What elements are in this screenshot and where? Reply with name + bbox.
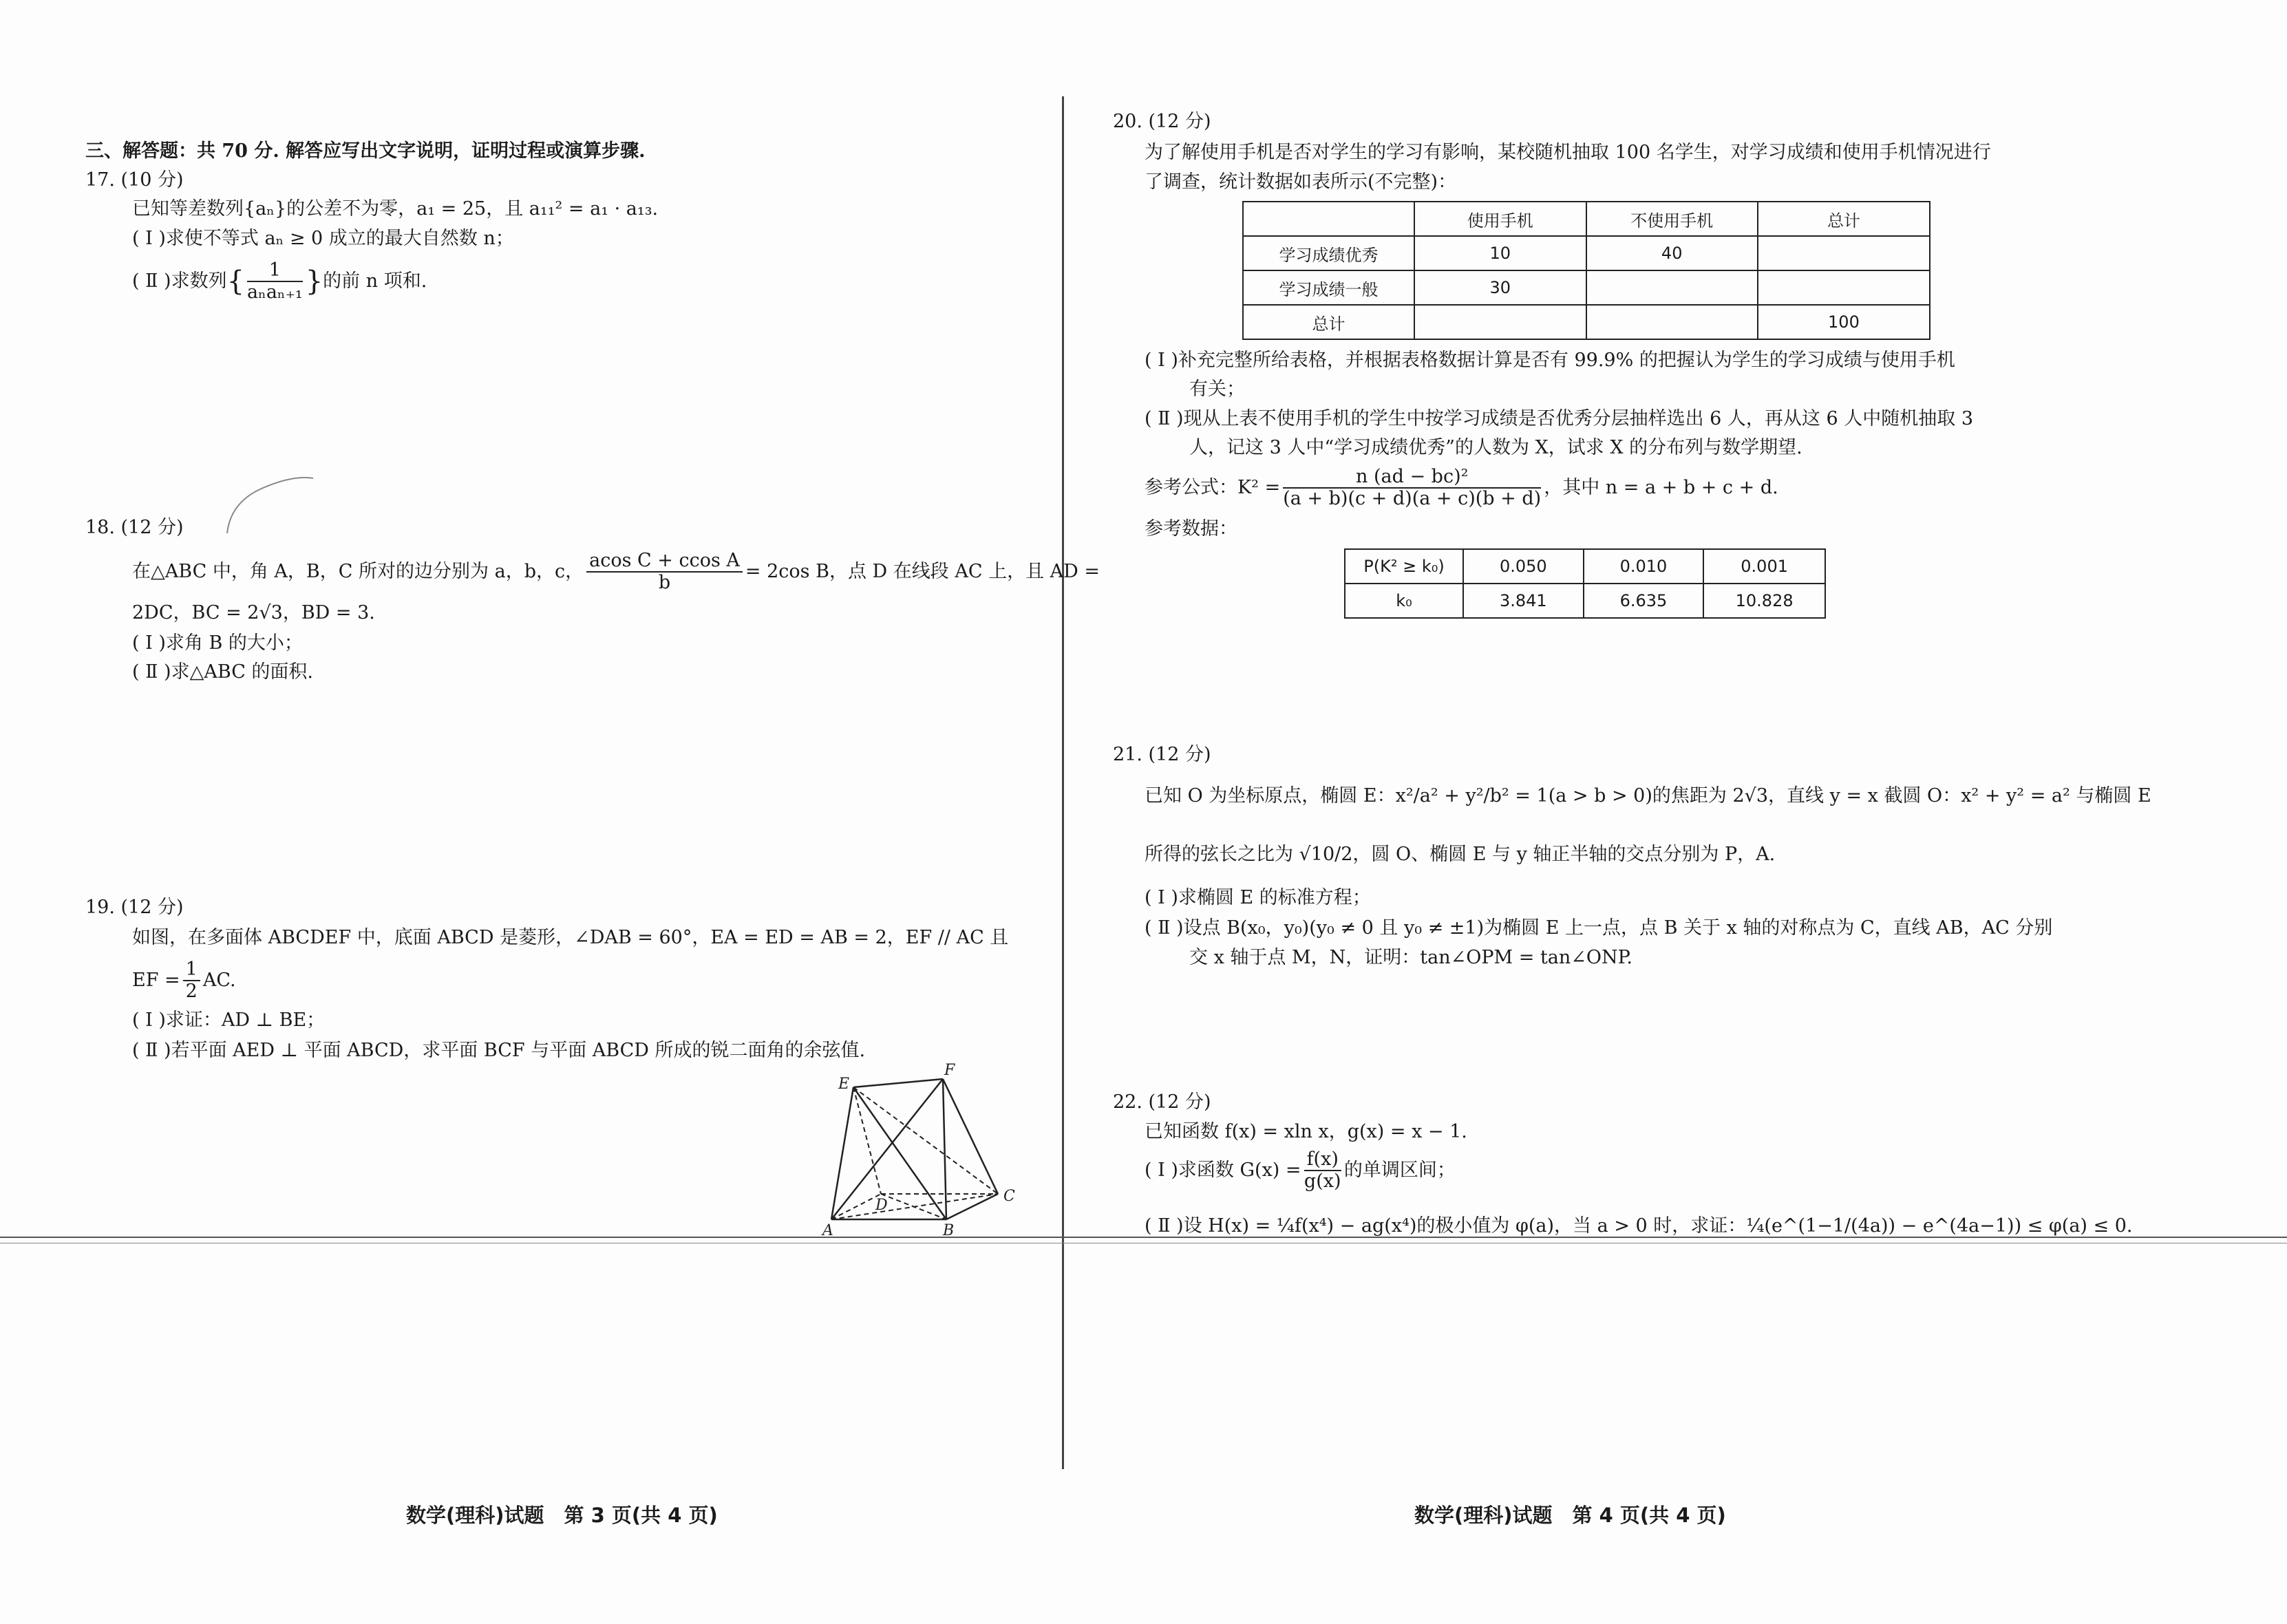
label-F: F xyxy=(944,1062,955,1079)
q20-part1-line2: 有关； xyxy=(1189,378,1245,400)
q19-fraction xyxy=(183,959,200,1002)
q18-fraction xyxy=(586,551,743,593)
q17-part2 xyxy=(132,260,427,303)
q17-part1: ( Ⅰ )求使不等式 aₙ ≥ 0 成立的最大自然数 n； xyxy=(132,228,514,249)
q18-stem-line2: 2DC，BC = 2√3，BD = 3. xyxy=(132,602,375,623)
table-header-cell: 不使用手机 xyxy=(1586,202,1758,236)
q21-label: 21. (12 分) xyxy=(1113,744,1211,765)
formula-num: n (ad − bc)² xyxy=(1283,467,1541,489)
q20-label: 20. (12 分) xyxy=(1113,111,1211,132)
table-cell: 3.841 xyxy=(1463,584,1584,618)
table-cell xyxy=(1586,270,1758,305)
label-B: B xyxy=(943,1222,955,1239)
right-page xyxy=(1063,0,2287,1624)
polyhedron-figure xyxy=(819,1060,1025,1239)
q18-frac-den: b xyxy=(658,572,671,593)
table-cell: 0.050 xyxy=(1463,549,1584,584)
table-cell: 6.635 xyxy=(1584,584,1704,618)
table-row xyxy=(1345,584,1825,618)
left-brace: { xyxy=(226,266,245,297)
q22-frac-num: f(x) xyxy=(1304,1149,1341,1171)
critical-value-table xyxy=(1344,548,1826,619)
label-E: E xyxy=(838,1076,850,1093)
q17-stem: 已知等差数列{aₙ}的公差不为零，a₁ = 25，且 a₁₁² = a₁ · a₁₃. xyxy=(132,198,659,220)
table-cell: 100 xyxy=(1758,305,1930,339)
table-row xyxy=(1243,236,1930,270)
table-cell: 10.828 xyxy=(1703,584,1825,618)
left-page xyxy=(0,0,1100,1624)
q22-fraction xyxy=(1304,1149,1341,1192)
q19-frac-den: 2 xyxy=(185,981,198,1002)
table-cell: 学习成绩一般 xyxy=(1243,270,1414,305)
table-cell xyxy=(1414,305,1586,339)
q19-label: 19. (12 分) xyxy=(85,897,184,918)
table-cell xyxy=(1758,236,1930,270)
q17-fraction xyxy=(247,260,303,303)
table-header-cell: 总计 xyxy=(1758,202,1930,236)
q20-stem-line1: 为了解使用手机是否对学生的学习有影响，某校随机抽取 100 名学生，对学习成绩和使用手机情况进行 xyxy=(1145,142,1991,163)
table-header-cell xyxy=(1243,202,1414,236)
formula-den: (a + b)(c + d)(a + c)(b + d) xyxy=(1283,488,1542,509)
table-row xyxy=(1243,305,1930,339)
q20-part2-line2: 人，记这 3 人中“学习成绩优秀”的人数为 X，试求 X 的分布列与数学期望. xyxy=(1189,437,1802,458)
table-cell: 0.010 xyxy=(1584,549,1704,584)
table-cell: 学习成绩优秀 xyxy=(1243,236,1414,270)
q20-formula xyxy=(1145,467,1778,509)
formula-fraction xyxy=(1283,467,1541,509)
q20-part2-line1: ( Ⅱ )现从上表不使用手机的学生中按学习成绩是否优秀分层抽样选出 6 人，再从这 6 人中随机抽取 3 xyxy=(1145,408,1974,429)
q17-frac-num: 1 xyxy=(247,260,303,282)
table-header-cell: 使用手机 xyxy=(1414,202,1586,236)
right-footer: 数学(理科)试题 第 4 页(共 4 页) xyxy=(1414,1504,1726,1527)
q22-part1 xyxy=(1145,1149,1456,1192)
q22-part1-prefix: ( Ⅰ )求函数 G(x) = xyxy=(1145,1160,1301,1181)
table-header-row xyxy=(1243,202,1930,236)
table-cell xyxy=(1586,305,1758,339)
left-footer: 数学(理科)试题 第 3 页(共 4 页) xyxy=(406,1504,718,1527)
q20-part1-line1: ( Ⅰ )补充完整所给表格，并根据表格数据计算是否有 99.9% 的把握认为学生的学习成绩与使用手机 xyxy=(1145,350,1955,371)
q22-label: 22. (12 分) xyxy=(1113,1091,1211,1113)
formula-suffix: ，其中 n = a + b + c + d. xyxy=(1544,477,1778,498)
label-C: C xyxy=(1003,1188,1015,1205)
q21-part1: ( Ⅰ )求椭圆 E 的标准方程； xyxy=(1145,887,1371,908)
q17-label: 17. (10 分) xyxy=(85,169,184,191)
q20-stem-line2: 了调查，统计数据如表所示(不完整)： xyxy=(1145,171,1457,193)
q22-part2: ( Ⅱ )设 H(x) = ¼f(x⁴) − ag(x⁴)的极小值为 φ(a)，当 a > 0 时，求证：¼(e^(1−1/(4a)) − e^(4a−1)) ≤ φ(a) ≤ 0. xyxy=(1145,1215,2133,1237)
table-cell: 30 xyxy=(1414,270,1586,305)
ref-data-label: 参考数据： xyxy=(1145,518,1237,539)
table-cell: k₀ xyxy=(1345,584,1463,618)
section-header: 三、解答题：共 70 分. 解答应写出文字说明，证明过程或演算步骤. xyxy=(85,140,646,162)
q18-frac-num: acos C + ccos A xyxy=(586,551,743,573)
pencil-mark xyxy=(220,475,317,537)
q22-stem: 已知函数 f(x) = xln x，g(x) = x − 1. xyxy=(1145,1121,1467,1142)
q17-part2-suffix: 的前 n 项和. xyxy=(323,270,427,292)
table-row xyxy=(1243,270,1930,305)
q21-part2-line2: 交 x 轴于点 M，N，证明：tan∠OPM = tan∠ONP. xyxy=(1189,947,1632,968)
formula-prefix: 参考公式：K² = xyxy=(1145,477,1281,498)
label-D: D xyxy=(875,1197,888,1214)
q19-part1: ( Ⅰ )求证：AD ⊥ BE； xyxy=(132,1009,326,1031)
table-cell: 0.001 xyxy=(1703,549,1825,584)
q19-part2: ( Ⅱ )若平面 AED ⊥ 平面 ABCD，求平面 BCF 与平面 ABCD 所成的锐二面角的余弦值. xyxy=(132,1040,866,1061)
q19-stem-line2 xyxy=(132,959,236,1002)
q18-label: 18. (12 分) xyxy=(85,517,184,538)
q17-frac-den: aₙaₙ₊₁ xyxy=(247,281,303,303)
table-cell: P(K² ≥ k₀) xyxy=(1345,549,1463,584)
right-brace: } xyxy=(305,266,323,297)
table-cell: 总计 xyxy=(1243,305,1414,339)
label-A: A xyxy=(822,1222,833,1239)
table-row xyxy=(1345,549,1825,584)
q19-frac-num: 1 xyxy=(183,959,200,981)
q21-stem-line2: 所得的弦长之比为 √10/2，圆 O、椭圆 E 与 y 轴正半轴的交点分别为 P，A. xyxy=(1145,844,1776,865)
q19-line2-suffix: AC. xyxy=(202,970,236,991)
q21-stem-line1: 已知 O 为坐标原点，椭圆 E：x²/a² + y²/b² = 1(a > b > 0)的焦距为 2√3，直线 y = x 截圆 O：x² + y² = a² 与椭圆 E xyxy=(1145,785,2151,806)
q18-part2: ( Ⅱ )求△ABC 的面积. xyxy=(132,661,314,683)
q19-line2-prefix: EF = xyxy=(132,970,180,991)
q21-part2-line1: ( Ⅱ )设点 B(x₀，y₀)(y₀ ≠ 0 且 y₀ ≠ ±1)为椭圆 E 上一点，点 B 关于 x 轴的对称点为 C，直线 AB，AC 分别 xyxy=(1145,917,2053,939)
table-cell xyxy=(1758,270,1930,305)
q22-frac-den: g(x) xyxy=(1304,1171,1341,1192)
table-cell: 10 xyxy=(1414,236,1586,270)
q19-stem: 如图，在多面体 ABCDEF 中，底面 ABCD 是菱形，∠DAB = 60°，EA = ED = AB = 2，EF // AC 且 xyxy=(132,927,1009,948)
contingency-table xyxy=(1242,201,1930,340)
q17-part2-prefix: ( Ⅱ )求数列 xyxy=(132,270,227,292)
q22-part1-suffix: 的单调区间； xyxy=(1343,1160,1456,1181)
q18-stem xyxy=(132,551,1100,593)
q18-part1: ( Ⅰ )求角 B 的大小； xyxy=(132,632,303,654)
q18-stem-suffix: = 2cos B，点 D 在线段 AC 上，且 AD = xyxy=(745,561,1100,582)
table-cell: 40 xyxy=(1586,236,1758,270)
q18-stem-prefix: 在△ABC 中，角 A，B，C 所对的边分别为 a，b，c， xyxy=(132,561,584,582)
